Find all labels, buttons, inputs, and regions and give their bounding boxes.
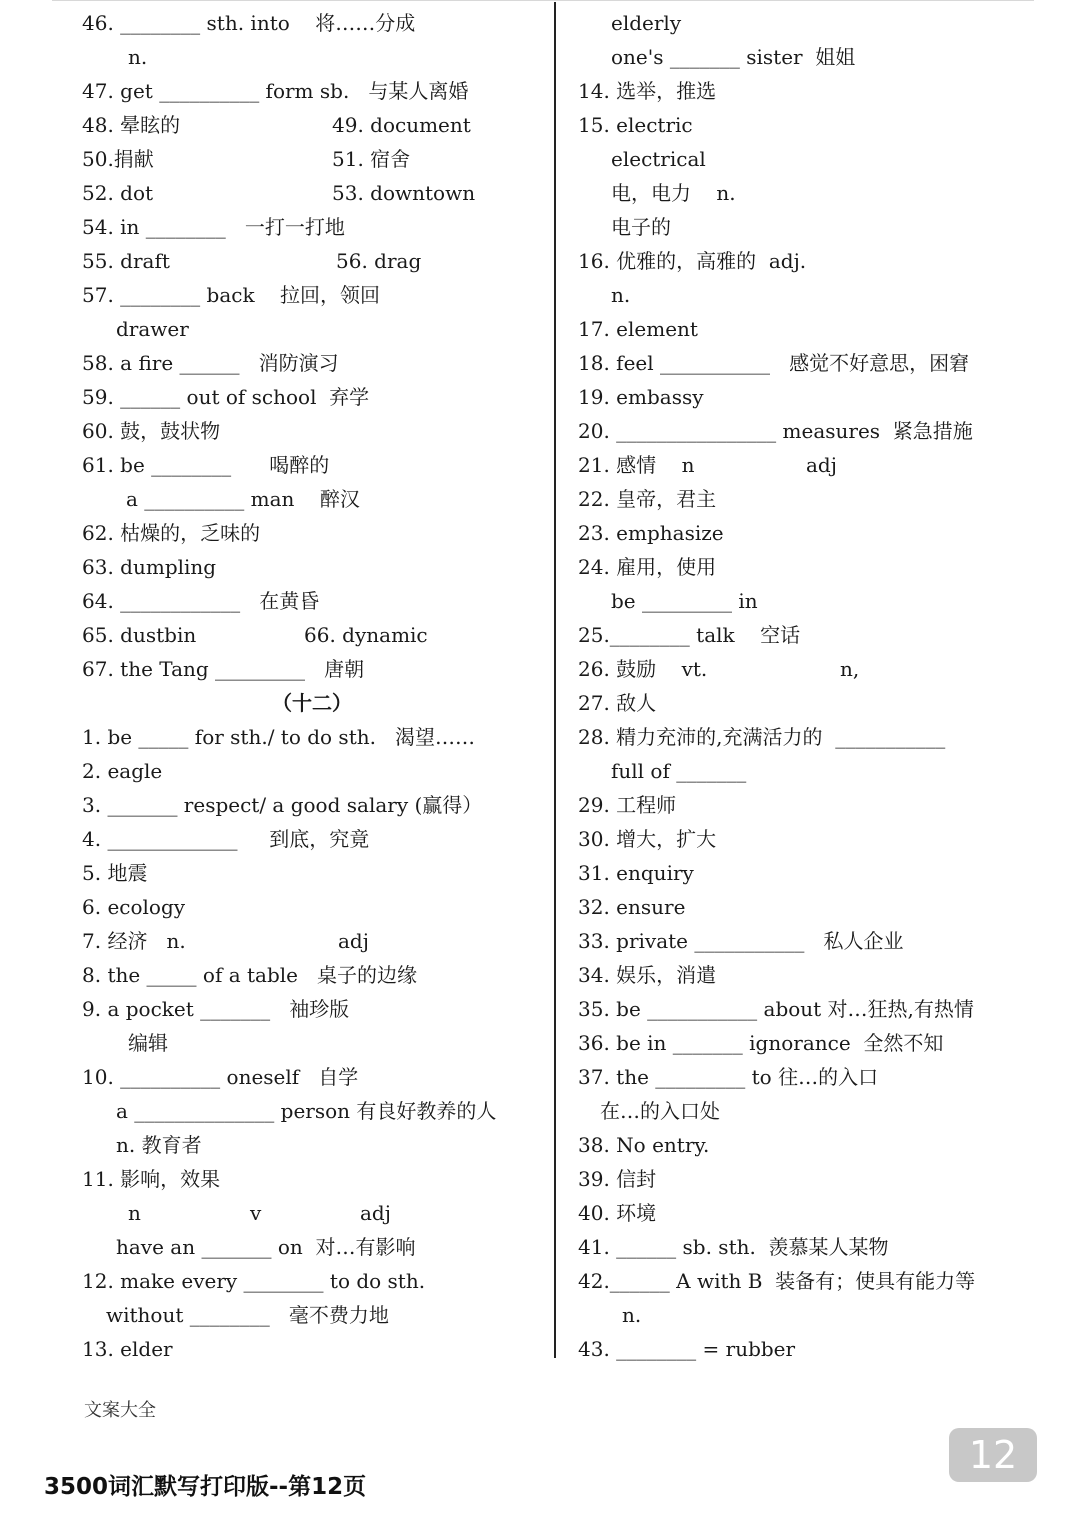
vocab-text: 电，电力 n. [611,181,736,205]
vocab-line [578,1264,1018,1298]
vocab-text: 26. 鼓励 vt. [578,657,708,681]
vocab-line [82,550,542,584]
vocab-text: 65. dustbin [82,623,197,647]
vocab-line [578,924,1018,958]
vocab-line [82,346,542,380]
vocab-text: 48. 晕眩的 [82,113,181,137]
vocab-text: v [250,1201,262,1225]
vocab-text: 20. ________________ measures 紧急措施 [578,419,973,443]
vocab-line [578,1230,1018,1264]
vocab-line [82,958,542,992]
vocab-line [578,720,1018,754]
vocab-text: 4. _____________ 到底，究竟 [82,827,370,851]
vocab-text: 60. 鼓，鼓状物 [82,419,221,443]
vocab-line [578,1026,1018,1060]
vocab-line [82,822,542,856]
vocab-text: be _________ in [611,589,758,613]
vocab-line [578,176,1018,210]
vocab-line [82,482,542,516]
vocab-text: 17. element [578,317,698,341]
vocab-line [82,278,542,312]
vocab-line [82,1128,542,1162]
vocab-line [578,346,1018,380]
vocab-line [82,1162,542,1196]
vocab-line [578,1060,1018,1094]
vocab-text: electrical [611,147,706,171]
vocab-line [82,890,542,924]
vocab-line [578,1128,1018,1162]
vocab-text: 8. the _____ of a table 桌子的边缘 [82,963,418,987]
vocab-text: 41. ______ sb. sth. 羡慕某人某物 [578,1235,889,1259]
vocab-text: 54. in ________ 一打一打地 [82,215,345,239]
vocab-text: 62. 枯燥的，乏味的 [82,521,261,545]
vocab-line [82,1094,542,1128]
vocab-text: 47. get __________ form sb. 与某人离婚 [82,79,469,103]
vocab-line [578,482,1018,516]
vocab-line [578,414,1018,448]
vocab-text: 14. 选举，推选 [578,79,717,103]
vocab-line [82,312,542,346]
vocab-text: n [128,1201,141,1225]
vocab-text: 63. dumpling [82,555,217,579]
vocab-text: 29. 工程师 [578,793,677,817]
vocab-text: 36. be in _______ ignorance 全然不知 [578,1031,944,1055]
vocab-line [578,584,1018,618]
vocab-text: 5. 地震 [82,861,148,885]
vocab-line [578,788,1018,822]
vocab-text: n. [611,283,631,307]
vocab-text: 35. be ___________ about 对…狂热,有热情 [578,997,974,1021]
vocab-line [82,788,542,822]
vocab-line [82,618,542,652]
vocab-line [578,6,1018,40]
vocab-text: 53. downtown [332,181,476,205]
vocab-text: 23. emphasize [578,521,724,545]
vocab-line [82,516,542,550]
vocab-text: 55. draft [82,249,170,273]
vocab-line [578,448,1018,482]
vocab-line [578,244,1018,278]
vocab-text: adj [806,453,837,477]
vocab-line [578,142,1018,176]
vocab-text: 51. 宿舍 [332,147,411,171]
vocab-line [578,1162,1018,1196]
vocab-text: 19. embassy [578,385,704,409]
vocab-line [82,380,542,414]
vocab-text: 39. 信封 [578,1167,657,1191]
vocab-text: 3. _______ respect/ a good salary (赢得） [82,793,483,817]
vocab-line [82,754,542,788]
vocab-line [82,856,542,890]
vocab-line [578,754,1018,788]
vocab-text: 67. the Tang _________ 唐朝 [82,657,365,681]
vocab-text: 13. elder [82,1337,173,1361]
vocab-line [82,1298,542,1332]
vocab-text: 59. ______ out of school 弃学 [82,385,370,409]
vocab-text: 27. 敌人 [578,691,657,715]
vocab-line [578,40,1018,74]
column-divider [554,2,556,1358]
vocab-text: 2. eagle [82,759,163,783]
vocab-text: have an _______ on 对…有影响 [116,1235,416,1259]
vocab-text: 25.________ talk 空话 [578,623,801,647]
footer-note: 文案大全 [84,1400,156,1421]
vocab-text: adj [360,1201,391,1225]
vocab-text: 28. 精力充沛的,充满活力的 ___________ [578,725,946,749]
vocab-line [82,74,542,108]
vocab-text: 49. document [332,113,471,137]
vocab-line [82,720,542,754]
vocab-text: n. 教育者 [116,1133,202,1157]
vocab-line [578,958,1018,992]
vocab-text: 58. a fire ______ 消防演习 [82,351,339,375]
vocab-text: drawer [116,317,189,341]
vocab-text: 31. enquiry [578,861,694,885]
vocab-text: 33. private ___________ 私人企业 [578,929,904,953]
vocab-line [578,550,1018,584]
vocab-text: 30. 增大，扩大 [578,827,717,851]
vocab-text: 38. No entry. [578,1133,710,1157]
vocab-text: 52. dot [82,181,154,205]
vocab-line [82,210,542,244]
vocab-line [578,1332,1018,1366]
vocab-text: 66. dynamic [304,623,428,647]
vocab-line [82,1026,542,1060]
vocab-line [578,1196,1018,1230]
vocab-text: 16. 优雅的，高雅的 adj. [578,249,807,273]
vocab-line [578,890,1018,924]
vocab-text: 15. electric [578,113,693,137]
vocab-text: 电子的 [611,215,671,239]
vocab-line [82,40,542,74]
right-column [578,6,1018,1366]
vocab-text: 1. be _____ for sth./ to do sth. 渴望…… [82,725,476,749]
vocab-text: 9. a pocket _______ 袖珍版 [82,997,350,1021]
vocab-line [82,652,542,686]
vocab-text: （十二） [272,691,352,715]
vocab-text: 22. 皇帝，君主 [578,487,717,511]
vocab-line [82,244,542,278]
vocab-text: full of _______ [611,759,747,783]
vocab-line [82,1332,542,1366]
vocab-text: adj [338,929,369,953]
vocab-text: elderly [611,11,682,35]
vocab-text: 24. 雇用，使用 [578,555,717,579]
vocab-line [82,1196,542,1230]
vocab-text: 43. ________ = rubber [578,1337,796,1361]
vocab-line [578,1094,1018,1128]
vocab-text: a ______________ person 有良好教养的人 [116,1099,497,1123]
document-title: 3500词汇默写打印版--第12页 [44,1474,367,1500]
vocab-line [578,312,1018,346]
vocab-line [578,686,1018,720]
vocab-text: 18. feel ___________ 感觉不好意思，困窘 [578,351,970,375]
vocab-line [82,108,542,142]
vocab-text: 64. ____________ 在黄昏 [82,589,320,613]
vocab-text: n. [128,45,148,69]
vocab-text: 46. ________ sth. into 将……分成 [82,11,416,35]
vocab-text: 7. 经济 n. [82,929,186,953]
vocab-line [578,108,1018,142]
page-number-badge: 12 [949,1428,1037,1482]
vocab-line [82,584,542,618]
vocab-line [82,1264,542,1298]
vocab-line [82,6,542,40]
vocab-line [578,210,1018,244]
vocab-line [578,618,1018,652]
vocab-text: 40. 环境 [578,1201,657,1225]
vocab-line [578,74,1018,108]
vocab-line [82,924,542,958]
vocab-text: 21. 感情 n [578,453,695,477]
vocab-text: 37. the _________ to 往…的入口 [578,1065,879,1089]
vocab-line [578,278,1018,312]
vocab-text: 56. drag [336,249,422,273]
vocab-text: 11. 影响，效果 [82,1167,221,1191]
vocab-text: 10. __________ oneself 自学 [82,1065,359,1089]
vocab-line [578,380,1018,414]
vocab-text: 42.______ A with B 装备有；使具有能力等 [578,1269,976,1293]
vocab-text: 34. 娱乐，消遣 [578,963,717,987]
section-heading [82,686,542,720]
vocab-text: 在…的入口处 [600,1099,720,1123]
vocab-text: one's _______ sister 姐姐 [611,45,856,69]
vocab-text: 61. be ________ 喝醉的 [82,453,330,477]
vocab-text: 6. ecology [82,895,186,919]
vocab-line [578,516,1018,550]
vocab-text: a __________ man 醉汉 [126,487,360,511]
vocab-text: without ________ 毫不费力地 [106,1303,389,1327]
vocab-text: 编辑 [128,1031,168,1055]
vocab-line [82,1230,542,1264]
vocab-line [82,414,542,448]
vocab-line [578,822,1018,856]
vocab-line [82,992,542,1026]
vocab-text: 12. make every ________ to do sth. [82,1269,426,1293]
vocab-line [82,1060,542,1094]
vocab-text: n. [622,1303,642,1327]
vocab-text: n, [840,657,860,681]
top-rule [52,0,1034,1]
left-column [82,6,542,1366]
vocab-line [578,652,1018,686]
vocab-text: 57. ________ back 拉回，领回 [82,283,380,307]
vocab-line [578,1298,1018,1332]
vocab-line [82,176,542,210]
vocab-text: 50.捐献 [82,147,154,171]
vocab-line [82,448,542,482]
vocab-line [82,142,542,176]
vocab-text: 32. ensure [578,895,686,919]
vocab-line [578,856,1018,890]
vocab-line [578,992,1018,1026]
